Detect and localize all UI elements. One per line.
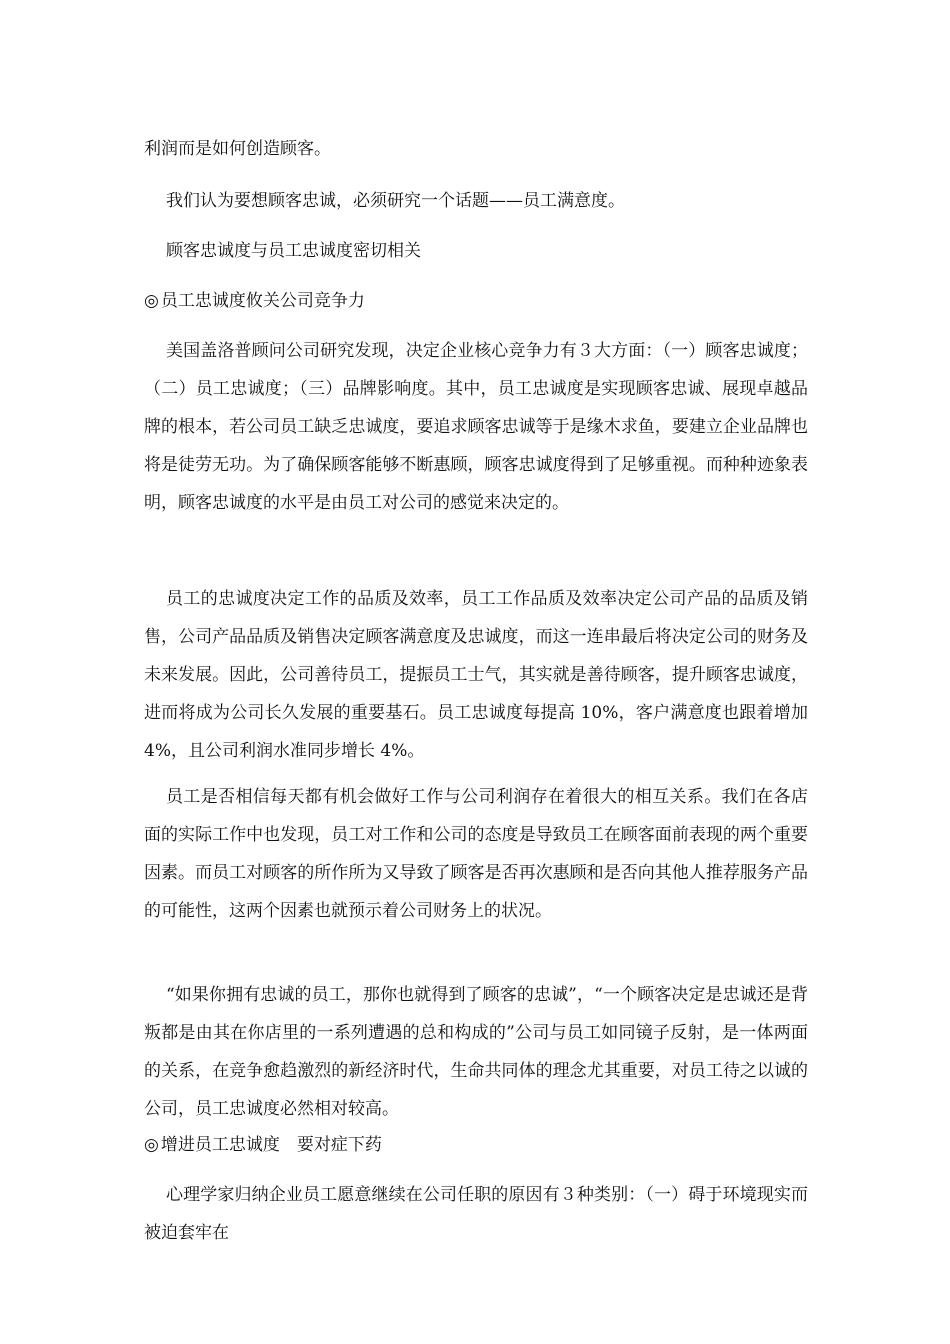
paragraph-gallup-study: 美国盖洛普顾问公司研究发现，决定企业核心竞争力有３大方面：（一）顾客忠诚度；（二）员工忠诚度；（三）品牌影响度。其中，员工忠诚度是实现顾客忠诚、展现卓越品牌的根本，若公司员工缺乏忠诚度，要追求顾客忠诚等于是缘木求鱼，要建立企业品牌也将是徒劳无功。为了确保顾客能够不断惠顾，顾客忠诚度得到了足够重视。而种种迹象表明，顾客忠诚度的水平是由员工对公司的感觉来决定的。 bbox=[144, 341, 808, 513]
bullet-icon: ◎ bbox=[144, 291, 159, 311]
section-heading-text: 员工忠诚度攸关公司竞争力 bbox=[160, 291, 365, 311]
paragraph-intro: 我们认为要想顾客忠诚，必须研究一个话题——员工满意度。 bbox=[166, 191, 625, 211]
section-heading-text: 增进员工忠诚度 要对症下药 bbox=[160, 1135, 382, 1155]
paragraph-subtitle: 顾客忠诚度与员工忠诚度密切相关 bbox=[166, 241, 421, 261]
section-heading-competitiveness bbox=[144, 282, 365, 320]
paragraph-psychologist: 心理学家归纳企业员工愿意继续在公司任职的原因有３种类别：（一）碍于环境现实而被迫套牢在 bbox=[144, 1185, 808, 1243]
paragraph-profit-relationship: 员工是否相信每天都有机会做好工作与公司利润存在着很大的相互关系。我们在各店面的实际工作中也发现，员工对工作和公司的态度是导致员工在顾客面前表现的两个重要因素。而员工对顾客的所作所为又导致了顾客是否再次惠顾和是否向其他人推荐服务产品的可能性，这两个因素也就预示着公司财务上的状况。 bbox=[144, 787, 808, 921]
paragraph-continuation: 利润而是如何创造顾客。 bbox=[144, 139, 331, 159]
paragraph-quote: “如果你拥有忠诚的员工，那你也就得到了顾客的忠诚”，“一个顾客决定是忠诚还是背叛都是由其在你店里的一系列遭遇的总和构成的”公司与员工如同镜子反射，是一体两面的关系，在竞争愈趋激烈的新经济时代，生命共同体的理念尤其重要，对员工待之以诚的公司，员工忠诚度必然相对较高。 bbox=[144, 985, 808, 1119]
bullet-icon: ◎ bbox=[144, 1135, 159, 1155]
section-heading-increase-loyalty bbox=[144, 1126, 382, 1164]
paragraph-employee-loyalty-chain: 员工的忠诚度决定工作的品质及效率，员工工作品质及效率决定公司产品的品质及销售，公司产品品质及销售决定顾客满意度及忠诚度，而这一连串最后将决定公司的财务及未来发展。因此，公司善待员工，提振员工士气，其实就是善待顾客，提升顾客忠诚度，进而将成为公司长久发展的重要基石。员工忠诚度每提高 10%，客户满意度也跟着增加 4%，且公司利润水准同步增长 4%。 bbox=[144, 589, 808, 761]
